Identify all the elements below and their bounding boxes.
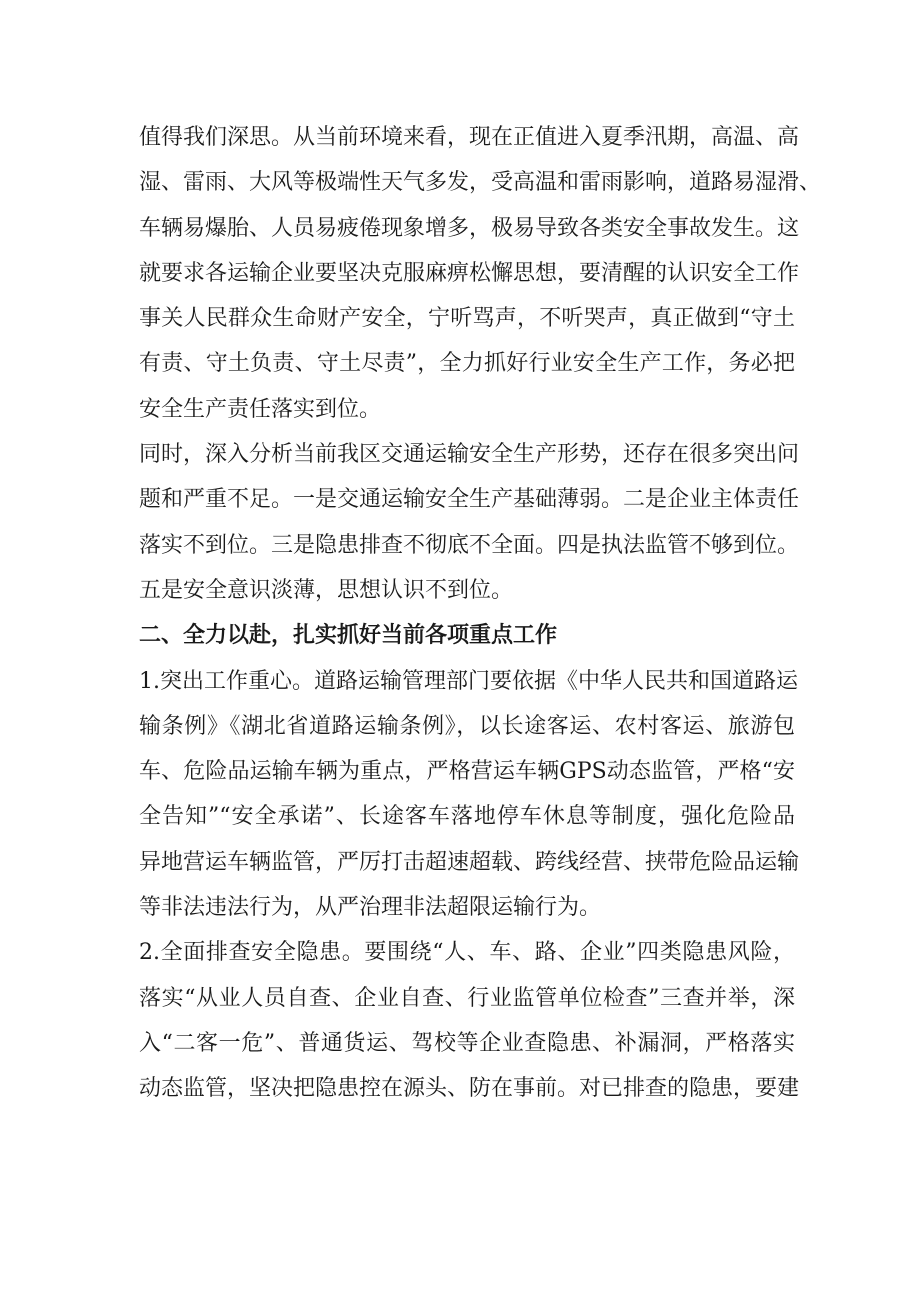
text-line: 就要求各运输企业要坚决克服麻痹松懈思想，要清醒的认识安全工作 (139, 260, 800, 286)
paragraph-4 (139, 930, 800, 1111)
paragraph-1 (139, 115, 822, 432)
text-line: 2.全面排查安全隐患。要围绕“人、车、路、企业”四类隐患风险， (139, 940, 795, 966)
text-line: 动态监管，坚决把隐患控在源头、防在事前。对已排查的隐患，要建 (139, 1076, 800, 1102)
section-heading (139, 613, 795, 658)
text-line: 1.突出工作重心。道路运输管理部门要依据《中华人民共和国道路运 (139, 668, 798, 694)
text-line: 同时，深入分析当前我区交通运输安全生产形势，还存在很多突出问 (139, 442, 800, 468)
text-line: 事关人民群众生命财产安全，宁听骂声，不听哭声，真正做到“守土 (139, 306, 795, 332)
text-line: 落实“从业人员自查、企业自查、行业监管单位检查”三查并举，深 (139, 985, 795, 1011)
text-line: 题和严重不足。一是交通运输安全生产基础薄弱。二是企业主体责任 (139, 487, 800, 513)
document-body (139, 115, 822, 1112)
text-line: 湿、雷雨、大风等极端性天气多发，受高温和雷雨影响，道路易湿滑、 (139, 170, 822, 196)
paragraph-2 (139, 432, 800, 613)
heading-text: 二、全力以赴，扎实抓好当前各项重点工作 (139, 622, 558, 649)
text-line: 有责、守土负责、守土尽责”，全力抓好行业安全生产工作，务必把 (139, 351, 795, 377)
paragraph-3 (139, 659, 800, 931)
text-line: 异地营运车辆监管，严厉打击超速超载、跨线经营、挟带危险品运输 (139, 849, 800, 875)
text-line: 全告知”“安全承诺”、长途客车落地停车休息等制度，强化危险品 (139, 804, 795, 830)
text-line: 入“二客一危”、普通货运、驾校等企业查隐患、补漏洞，严格落实 (139, 1030, 795, 1056)
text-line: 安全生产责任落实到位。 (139, 396, 382, 422)
text-line: 落实不到位。三是隐患排查不彻底不全面。四是执法监管不够到位。 (139, 532, 800, 558)
text-line: 车、危险品运输车辆为重点，严格营运车辆GPS动态监管，严格“安 (139, 759, 795, 785)
text-line: 等非法违法行为，从严治理非法超限运输行为。 (139, 895, 602, 921)
text-line: 输条例》《湖北省道路运输条例》，以长途客运、农村客运、旅游包 (139, 713, 795, 739)
text-line: 车辆易爆胎、人员易疲倦现象增多，极易导致各类安全事故发生。这 (139, 215, 800, 241)
text-line: 值得我们深思。从当前环境来看，现在正值进入夏季汛期，高温、高 (139, 125, 800, 150)
text-line: 五是安全意识淡薄，思想认识不到位。 (139, 577, 514, 603)
